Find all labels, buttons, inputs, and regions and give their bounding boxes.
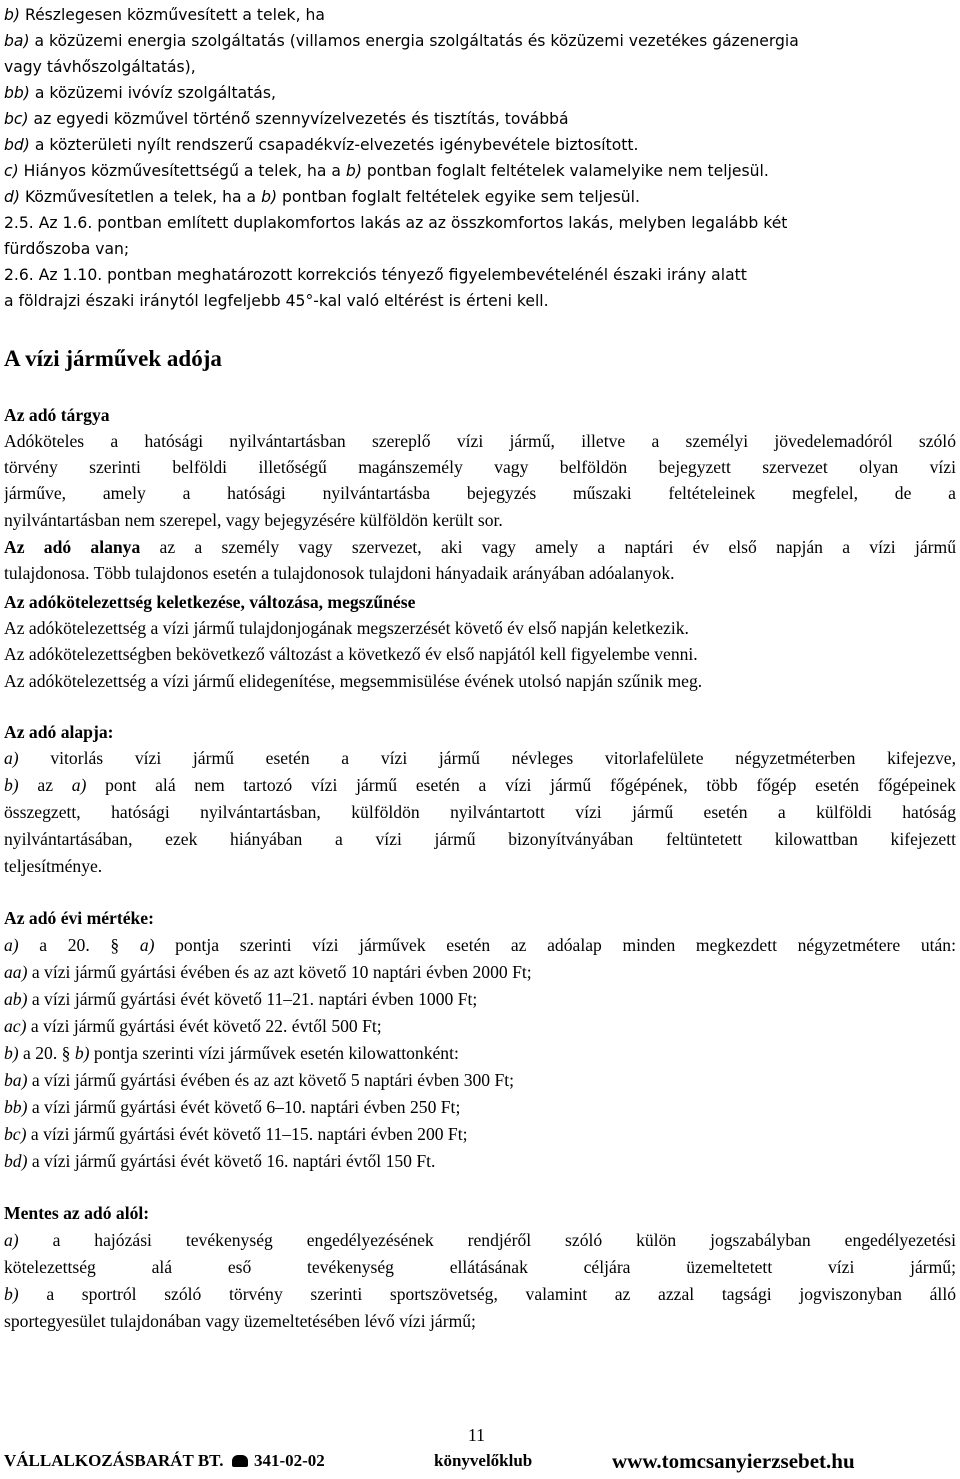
item-label: ba) (4, 32, 30, 50)
line-text: pontban foglalt feltételek egyike sem teljesül. (277, 188, 640, 206)
line-text: a közüzemi energia szolgáltatás (villamos energia szolgáltatás és közüzemi vezetékes gázenergia (29, 32, 799, 50)
text-line: nyilvántartásban nem szerepel, vagy bejegyzésére külföldön került sor. (4, 510, 503, 530)
website-link[interactable]: www.tomcsanyierzsebet.hu (612, 1449, 855, 1473)
line-text: Hiányos közművesítettségű a telek, ha a (18, 162, 346, 180)
text-line (4, 1014, 956, 1038)
line-text: az egyedi közművel történő szennyvízelvezetés és tisztítás, továbbá (28, 110, 569, 128)
item-label: a) (139, 935, 155, 955)
line-text: pont alá nem tartozó vízi jármű esetén a vízi jármű főgépének, több főgép esetén főgépeinek (86, 775, 956, 795)
line-text: pontja szerinti vízi járművek esetén az adóalap minden megkezdett négyzetmétere után: (154, 935, 956, 955)
item-label: b) (345, 162, 362, 180)
item-label: a) (71, 775, 87, 795)
item-label: bd) (4, 1151, 28, 1171)
text-line: Az adókötelezettség a vízi jármű elidegenítése, megsemmisülése évének utolsó napján szűnik meg. (4, 671, 703, 691)
text-line (4, 1282, 956, 1306)
line-text: Közművesítetlen a telek, ha a (19, 188, 262, 206)
text-line (4, 1095, 956, 1119)
line-text: a vízi jármű gyártási évét követő 11–15. naptári évben 200 Ft; (26, 1124, 468, 1144)
text-line: törvény szerinti belföldi illetőségű magánszemély vagy belföldön bejegyzett szervezet olyan vízi (4, 457, 956, 477)
text-line (4, 987, 956, 1011)
page-number: 11 (468, 1425, 485, 1445)
line-text: a vízi jármű gyártási évét követő 6–10. naptári évben 250 Ft; (27, 1097, 461, 1117)
text-line (4, 289, 956, 313)
line-text: a 20. § (18, 1043, 75, 1063)
item-label: c) (4, 162, 19, 180)
line-text: 2.5. Az 1.6. pontban említett duplakomfortos lakás az az összkomfortos lakás, melyben legalább két (4, 214, 788, 232)
item-label: ab) (4, 989, 28, 1009)
line-text: az a személy vagy szervezet, aki vagy amely a naptári év első napján a vízi jármű (140, 537, 956, 557)
item-label: bc) (4, 1124, 27, 1144)
phone-icon (232, 1455, 248, 1467)
footer-company-block (4, 1448, 325, 1474)
item-label: d) (4, 188, 20, 206)
phone-number: 341-02-02 (253, 1451, 325, 1470)
item-label: bb) (4, 84, 30, 102)
base-title: Az adó alapja: (4, 722, 114, 742)
text-line: járműve, amely a hatósági nyilvántartásba bejegyzés műszaki feltételeinek megfelel, de a (4, 483, 956, 503)
line-text: 2.6. Az 1.10. pontban meghatározott korrekciós tényező figyelembevételénél északi irány alatt (4, 266, 747, 284)
line-text: a vízi jármű gyártási évét követő 22. évtől 500 Ft; (26, 1016, 382, 1036)
line-text: vagy távhőszolgáltatás), (4, 58, 196, 76)
text-line: Adóköteles a hatósági nyilvántartásban szereplő vízi jármű, illetve a személyi jövedelemadóról szóló (4, 431, 956, 451)
text-line (4, 185, 956, 209)
line-text: a vízi jármű gyártási évében és az azt követő 10 naptári évben 2000 Ft; (27, 962, 532, 982)
line-text: a vízi jármű gyártási évét követő 11–21. naptári évben 1000 Ft; (27, 989, 478, 1009)
line-text: a közüzemi ivóvíz szolgáltatás, (29, 84, 276, 102)
text-line: nyilvántartásában, ezek hiányában a vízi jármű bizonyítványában feltüntetett kilowattban kifejezett (4, 829, 956, 849)
item-label: a) (4, 748, 19, 768)
text-line (4, 1041, 956, 1065)
text-line (4, 81, 956, 105)
text-line (4, 535, 956, 559)
text-line: teljesítménye. (4, 856, 103, 876)
text-line (4, 55, 956, 79)
text-line (4, 960, 956, 984)
item-label: b) (4, 1043, 19, 1063)
line-text: Részlegesen közművesített a telek, ha (19, 6, 325, 24)
item-label: b) (4, 775, 19, 795)
text-line (4, 29, 956, 53)
text-line (4, 1068, 956, 1092)
line-text: a közterületi nyílt rendszerű csapadékvíz-elvezetés igénybevétele biztosított. (29, 136, 639, 154)
text-line (4, 1149, 956, 1173)
text-line: kötelezettség alá eső tevékenység ellátásának céljára üzemeltetett vízi jármű; (4, 1257, 956, 1277)
line-text: vitorlás vízi jármű esetén a vízi jármű névleges vitorlafelülete négyzetméterben kifejezve, (18, 748, 956, 768)
text-line: összegzett, hatósági nyilvántartásban, külföldön nyilvántartott vízi jármű esetén a külföldi hatóság (4, 802, 956, 822)
item-label: b) (4, 6, 20, 24)
line-text: a sportról szóló törvény szerinti sportszövetség, valamint az azzal tagsági jogviszonyban álló (18, 1284, 956, 1304)
text-line (4, 237, 956, 261)
text-line: sportegyesület tulajdonában vagy üzemeltetésében lévő vízi jármű; (4, 1311, 476, 1331)
text-line (4, 133, 956, 157)
line-text: az (18, 775, 72, 795)
obligation-title: Az adókötelezettség keletkezése, változása, megszűnése (4, 592, 416, 612)
item-label: bb) (4, 1097, 28, 1117)
line-text: fürdőszoba van; (4, 240, 130, 258)
item-label: a) (4, 935, 19, 955)
section-heading: A vízi járművek adója (4, 346, 222, 371)
text-line (4, 1228, 956, 1252)
text-line: Az adókötelezettség a vízi jármű tulajdonjogának megszerzését követő év első napján keletkezik. (4, 618, 689, 638)
line-text: pontban foglalt feltételek valamelyike nem teljesül. (361, 162, 769, 180)
text-line (4, 773, 956, 797)
text-line: Az adókötelezettségben bekövetkező változást a következő év első napjától kell figyelembe venni. (4, 644, 698, 664)
text-line (4, 107, 956, 131)
text-line (4, 159, 956, 183)
item-label: bc) (4, 110, 29, 128)
brand-name: könyvelőklub (434, 1451, 533, 1470)
item-label: b) (4, 1284, 19, 1304)
line-text: a hajózási tevékenység engedélyezésének rendjéről szóló külön jogszabályban engedélyezetési (18, 1230, 956, 1250)
item-label: ba) (4, 1070, 28, 1090)
text-line (4, 933, 956, 957)
line-text: a földrajzi északi iránytól legfeljebb 45°-kal való eltérést is érteni kell. (4, 292, 549, 310)
rate-title: Az adó évi mértéke: (4, 908, 154, 928)
company-name: VÁLLALKOZÁSBARÁT BT. (4, 1451, 224, 1470)
item-label: aa) (4, 962, 28, 982)
item-label: bd) (4, 136, 30, 154)
page-footer (4, 1448, 956, 1474)
line-text: pontja szerinti vízi járművek esetén kilowattonként: (89, 1043, 459, 1063)
line-text: a vízi jármű gyártási évében és az azt követő 5 naptári évben 300 Ft; (27, 1070, 515, 1090)
item-label: ac) (4, 1016, 27, 1036)
subject-title: Az adó tárgya (4, 405, 110, 425)
item-label: b) (261, 188, 278, 206)
item-label: a) (4, 1230, 19, 1250)
exempt-title: Mentes az adó alól: (4, 1203, 150, 1223)
text-line (4, 3, 956, 27)
line-text: a vízi jármű gyártási évét követő 16. naptári évtől 150 Ft. (27, 1151, 436, 1171)
item-label: b) (74, 1043, 90, 1063)
text-line (4, 1122, 956, 1146)
text-line (4, 263, 956, 287)
text-line (4, 746, 956, 770)
subject-label: Az adó alanya (4, 537, 141, 557)
text-line: tulajdonosa. Több tulajdonos esetén a tulajdonosok tulajdoni hányadaik arányában adóalanyok. (4, 563, 675, 583)
line-text: a 20. § (18, 935, 140, 955)
text-line (4, 211, 956, 235)
